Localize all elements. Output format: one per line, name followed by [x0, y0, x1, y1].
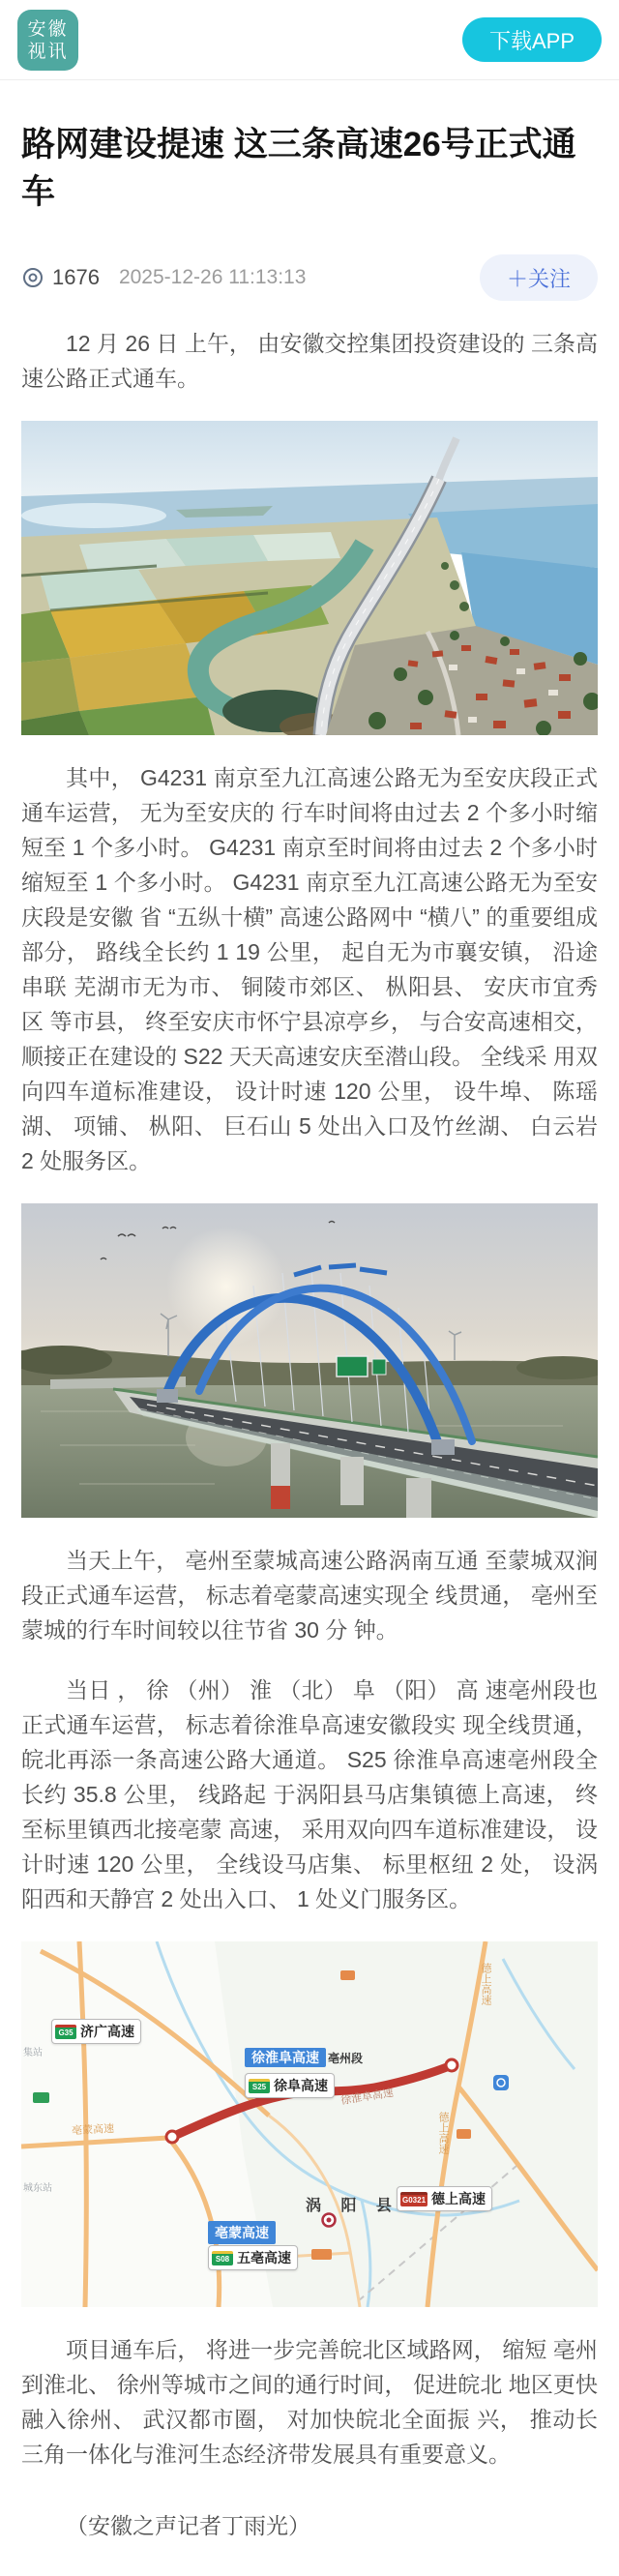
- map-highlight-xuhuaifu: 徐淮阜高速 亳州段: [245, 2048, 363, 2067]
- route-map[interactable]: [21, 1941, 598, 2307]
- map-chip-xufu: S25 徐阜高速: [245, 2073, 335, 2098]
- g35-shield-icon: G35: [55, 2025, 76, 2039]
- map-chip-deshang: G0321 德上高速: [397, 2186, 492, 2211]
- anhui-shixun-logo[interactable]: [17, 10, 78, 71]
- map-roadname-deshang-bottom: 德上高速: [437, 2112, 449, 2154]
- paragraph-3: 当天上午， 亳州至蒙城高速公路涡南互通 至蒙城双涧段正式通车运营， 标志着亳蒙高速实现全 线贯通， 亳州至蒙城的行车时间较以往节省 30 分 钟。: [21, 1548, 598, 1643]
- paragraph-4: 当日 ， 徐 （州） 淮 （北） 阜 （阳） 高 速亳州段也正式通车运营， 标志着徐淮阜高速安徽段实 现全线贯通， 皖北再添一条高速公路大通道。 S25 徐淮阜高速亳州段全长约 35.8 公里， 线路起 于涡阳县马店集镇德上高速， 终至标里镇西北接亳蒙 高速， 采用双向四车道标准建设， 设计时速 120 公里， 全线设马店集、 标里枢纽 2 处， 设涡阳西和天静宫 2 处出入口、 1 处义门服务区。: [21, 1677, 598, 1911]
- publish-date: 2025-12-26 11:13:13: [118, 266, 307, 288]
- map-chip-wubo: S08 五亳高速: [208, 2245, 298, 2270]
- view-count-icon: [21, 266, 44, 289]
- paragraph-5: 项目通车后， 将进一步完善皖北区域路网， 缩短 亳州到淮北、 徐州等城市之间的通行时间， 促进皖北 地区更快融入徐州、 武汉都市圈， 对加快皖北全面振 兴， 推动长三角一体化与淮河生态经济带发展具有重要意义。: [21, 2337, 598, 2467]
- map-highlight-bomeng: 亳蒙高速: [208, 2221, 276, 2244]
- aerial-highway-photo[interactable]: [21, 421, 598, 735]
- paragraph-2: 其中， G4231 南京至九江高速公路无为至安庆段正式通车运营， 无为至安庆的 行车时间将由过去 2 个多小时缩短至 1 个多小时。 G4231 南京至时间将由过去 2 个多小时缩短至 1 个多小时。 G4231 南京至九江高速公路无为至安庆段是安徽 省 “五纵十横” 高速公路网中 “横八” 的重要组成部分， 路线全长约 1 19 公里， 起自无为市襄安镇， 沿途串联 芜湖市无为市、 铜陵市郊区、 枞阳县、 安庆市宜秀区 等市县， 终至安庆市怀宁县凉亭乡， 与合安高速相交， 顺接正在建设的 S22 天天高速安庆至潜山段。 全线采 用双向四车道标准建设， 设计时速 120 公里， 设牛埠、 陈瑶湖、 项铺、 枞阳、 巨石山 5 处出入口及竹丝湖、 白云岩 2 处服务区。: [21, 765, 598, 1173]
- s08-shield-icon: S08: [212, 2251, 233, 2265]
- paragraph-1: 12 月 26 日 上午， 由安徽交控集团投资建设的 三条高速公路正式通车。: [21, 331, 598, 391]
- aerial-highway-illustration: [21, 421, 598, 735]
- article-title: 路网建设提速 这三条高速26号正式通车: [21, 126, 576, 211]
- map-county-guoyang: 涡 阳 县: [306, 2198, 399, 2214]
- arch-bridge-illustration: [21, 1203, 598, 1518]
- s25-shield-icon: S25: [249, 2079, 270, 2093]
- download-app-button[interactable]: 下载APP: [462, 17, 602, 62]
- g0321-shield-icon: G0321: [400, 2192, 427, 2206]
- map-roadname-bomeng: 亳蒙高速: [71, 2122, 115, 2138]
- view-count-value: 1676: [52, 265, 100, 289]
- map-roadname-xuhuaifu: 徐淮阜高速: [339, 2087, 395, 2108]
- logo-line2: 视讯: [27, 41, 69, 62]
- arch-bridge-photo[interactable]: [21, 1203, 598, 1518]
- app-header: [0, 0, 619, 80]
- article-meta: [21, 254, 598, 301]
- article: [0, 121, 619, 2576]
- map-chip-jiguang: G35 济广高速: [51, 2019, 141, 2044]
- byline: （安徽之声记者丁雨光）: [66, 2513, 310, 2538]
- map-station-ji: 集站: [23, 2048, 43, 2058]
- map-roadname-deshang-top: 德上高速: [480, 1963, 491, 2005]
- view-count: [21, 265, 100, 290]
- follow-button[interactable]: ＋关注: [480, 254, 598, 301]
- logo-line1: 安徽: [27, 18, 69, 40]
- map-station-chengdong: 城东站: [23, 2183, 52, 2194]
